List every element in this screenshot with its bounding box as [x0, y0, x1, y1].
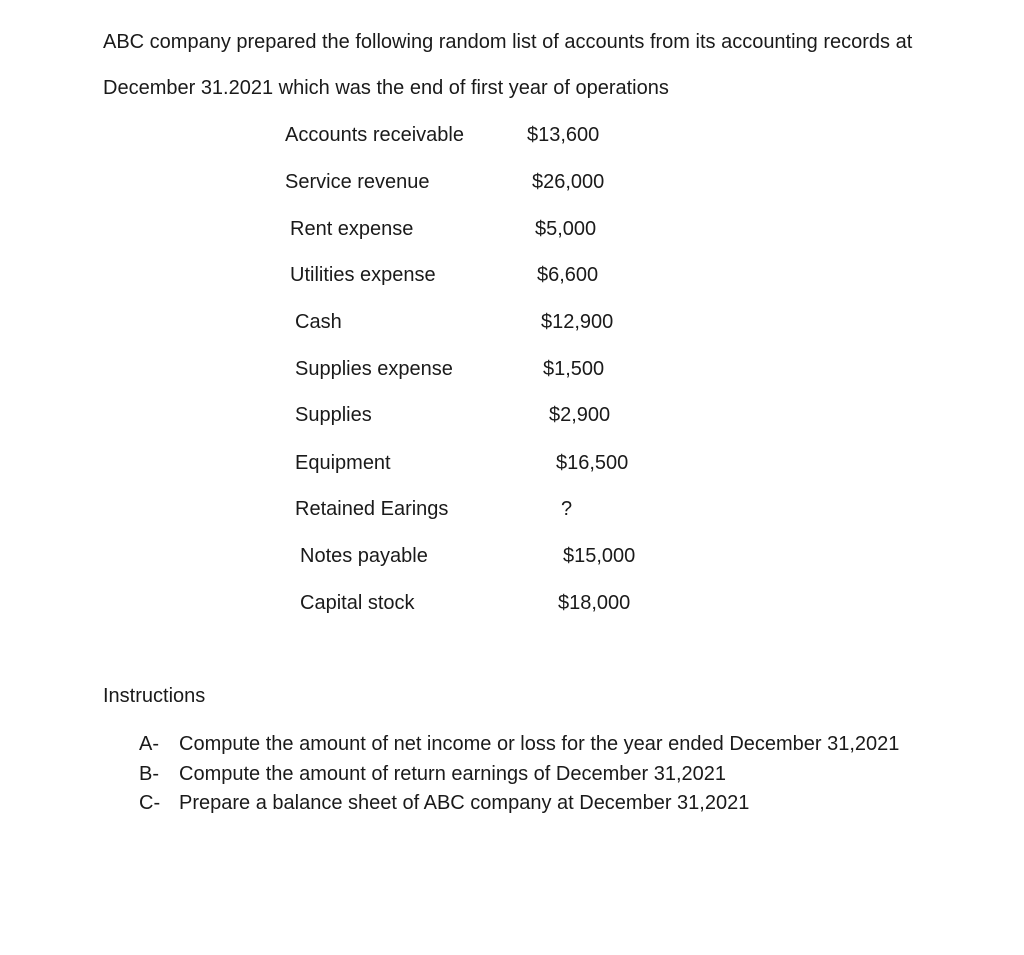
account-amount: $12,900	[541, 311, 614, 333]
account-amount: $2,900	[549, 404, 611, 426]
account-name: Notes payable	[300, 545, 428, 567]
account-amount: ?	[561, 498, 573, 520]
account-amount: $1,500	[543, 358, 605, 380]
account-name: Utilities expense	[290, 264, 436, 286]
account-name: Rent expense	[290, 218, 414, 240]
account-name: Equipment	[295, 452, 391, 474]
account-name: Retained Earings	[295, 498, 449, 520]
intro-line-2: December 31.2021 which was the end of first year of operations	[103, 77, 669, 99]
instruction-letter: B-	[139, 763, 159, 785]
account-amount: $16,500	[556, 452, 629, 474]
instruction-letter: C-	[139, 792, 161, 814]
account-name: Cash	[295, 311, 342, 333]
account-amount: $13,600	[527, 124, 600, 146]
instruction-text: Compute the amount of net income or loss for the year ended December 31,2021	[179, 733, 900, 755]
account-amount: $15,000	[563, 545, 636, 567]
account-amount: $6,600	[537, 264, 599, 286]
instruction-text: Prepare a balance sheet of ABC company at December 31,2021	[179, 792, 750, 814]
account-name: Supplies expense	[295, 358, 453, 380]
account-amount: $5,000	[535, 218, 597, 240]
account-name: Supplies	[295, 404, 372, 426]
account-name: Capital stock	[300, 592, 415, 614]
account-name: Service revenue	[285, 171, 430, 193]
instructions-heading: Instructions	[103, 685, 206, 707]
instruction-letter: A-	[139, 733, 159, 755]
account-amount: $26,000	[532, 171, 605, 193]
account-amount: $18,000	[558, 592, 631, 614]
instruction-text: Compute the amount of return earnings of December 31,2021	[179, 763, 726, 785]
account-name: Accounts receivable	[285, 124, 464, 146]
intro-line-1: ABC company prepared the following random list of accounts from its accounting records at	[103, 31, 913, 53]
